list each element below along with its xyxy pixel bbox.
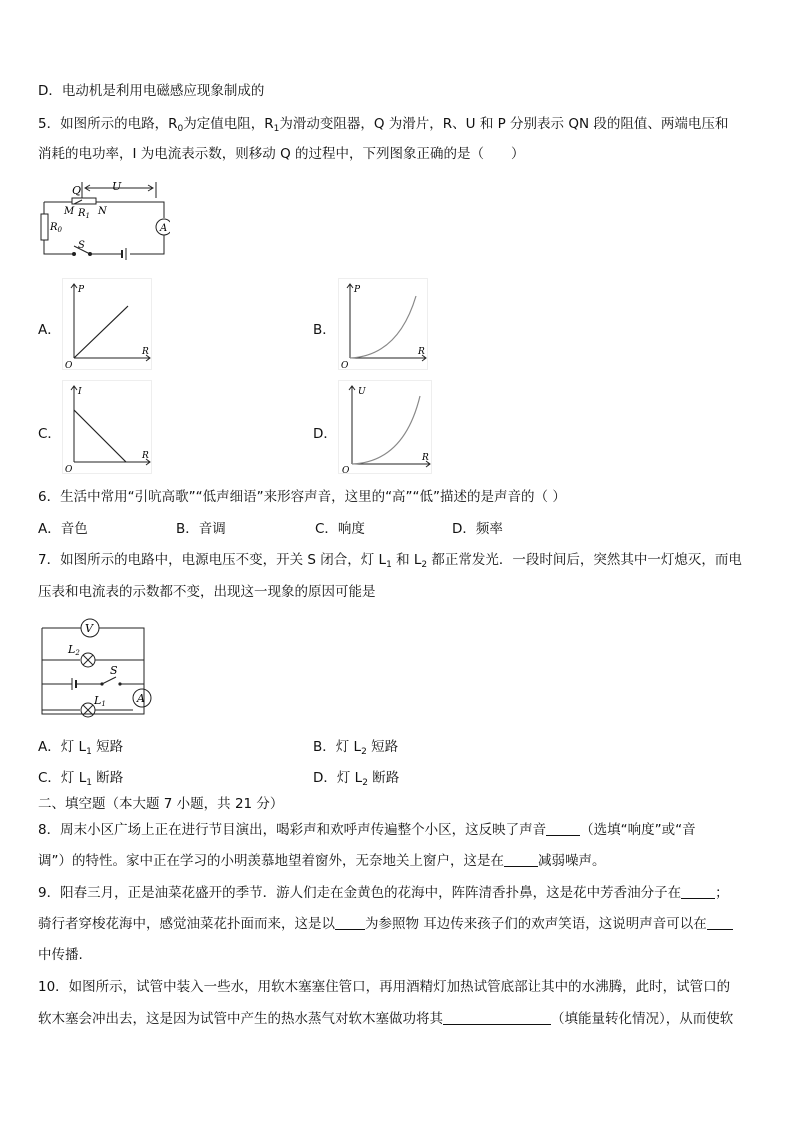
option-text: B．灯 L xyxy=(313,739,362,755)
q5-option-d-graph xyxy=(338,380,432,474)
r1-label xyxy=(77,208,90,220)
q10-line-1: 10．如图所示，试管中装入一些水，用软木塞塞住管口，再用酒精灯加热试管底部让其中的水沸腾，此时，试管口的 xyxy=(38,979,731,995)
l2-label xyxy=(67,643,80,657)
answer-blank[interactable] xyxy=(504,852,538,867)
answer-blank[interactable] xyxy=(707,915,733,930)
q5-option-a-graph xyxy=(62,278,152,370)
subscript: 2 xyxy=(421,560,428,570)
option-text: 断路 xyxy=(91,770,124,786)
r1-subscript: 1 xyxy=(85,212,90,220)
voltmeter-label: V xyxy=(85,622,93,635)
subscript: 1 xyxy=(86,778,92,788)
q7-stem-part: 7．如图所示的电路中，电源电压不变，开关 S 闭合，灯 L xyxy=(38,552,387,568)
subscript: 1 xyxy=(386,560,392,570)
l2-letter: L xyxy=(68,643,76,656)
switch-label: S xyxy=(110,664,118,677)
q9-text: 骑行者穿梭花海中，感觉油菜花扑面而来，这是以 xyxy=(38,916,335,932)
y-axis-label: U xyxy=(358,387,366,397)
origin-label: O xyxy=(341,361,349,370)
q7-option-a xyxy=(38,738,123,756)
q7-option-d xyxy=(313,769,399,787)
q6-option-a: A．音色 xyxy=(38,521,88,537)
q7-option-b xyxy=(313,738,398,756)
l2-subscript: 2 xyxy=(75,649,80,657)
q4-option-d: D．电动机是利用电磁感应现象制成的 xyxy=(38,83,265,99)
x-axis-label: R xyxy=(422,453,429,463)
q7-stem-part: 都正常发光．一段时间后，突然其中一灯熄灭，而电 xyxy=(427,552,742,568)
option-text: 短路 xyxy=(91,739,124,755)
subscript: 1 xyxy=(86,747,92,757)
answer-blank[interactable] xyxy=(443,1010,551,1025)
q5-stem-line-1 xyxy=(38,115,728,133)
q9-text: 9．阳春三月，正是油菜花盛开的季节．游人们走在金黄色的花海中，阵阵清香扑鼻，这是花中芳香油分子在 xyxy=(38,885,682,901)
q5-option-c-label: C． xyxy=(38,426,61,442)
q7-circuit-diagram xyxy=(38,616,158,722)
q6-option-b: B．音调 xyxy=(176,521,226,537)
q5-stem-line-2: 消耗的电功率，I 为电流表示数，则移动 Q 的过程中，下列图象正确的是（ ） xyxy=(38,146,525,162)
q5-stem-part: 为定值电阻，R xyxy=(183,116,274,132)
answer-blank[interactable] xyxy=(335,915,365,930)
x-axis-label: R xyxy=(418,347,425,357)
q5-stem-part: 5．如图所示的电路，R xyxy=(38,116,178,132)
m-label: M xyxy=(64,206,75,217)
origin-label: O xyxy=(65,465,73,474)
subscript: 1 xyxy=(273,124,280,134)
q9-line-1 xyxy=(38,884,729,902)
n-label: N xyxy=(98,206,107,217)
switch-label: S xyxy=(78,240,85,251)
y-axis-label: P xyxy=(354,285,361,295)
q10-text: 软木塞会冲出去，这是因为试管中产生的热水蒸气对软木塞做功将其 xyxy=(38,1011,443,1027)
q8-text: （选填“响度”或“音 xyxy=(580,822,696,838)
q-label: Q xyxy=(72,184,82,197)
subscript: 2 xyxy=(361,747,367,757)
l1-letter: L xyxy=(94,694,102,707)
option-text: A．灯 L xyxy=(38,739,87,755)
section-2-title: 二、填空题（本大题 7 小题，共 21 分） xyxy=(38,796,284,812)
answer-blank[interactable] xyxy=(681,884,715,899)
q8-text: 调”）的特性。家中正在学习的小明羡慕地望着窗外，无奈地关上窗户，这是在 xyxy=(38,853,504,869)
q5-option-b-graph xyxy=(338,278,428,370)
q6-stem: 6．生活中常用“引吭高歌”“低声细语”来形容声音，这里的“高”“低”描述的是声音的（ ） xyxy=(38,489,566,505)
l1-subscript: 1 xyxy=(101,700,106,708)
subscript: 0 xyxy=(177,124,184,134)
q7-option-c xyxy=(38,769,123,787)
l1-label xyxy=(93,694,106,708)
ammeter-label: A xyxy=(137,692,145,705)
r1-letter: R xyxy=(78,208,86,219)
r0-subscript: 0 xyxy=(57,226,62,234)
q7-stem-line-2: 压表和电流表的示数都不变，出现这一现象的原因可能是 xyxy=(38,584,376,600)
answer-blank[interactable] xyxy=(546,821,580,836)
q10-text: （填能量转化情况），从而使软 xyxy=(551,1011,734,1027)
option-text: D．灯 L xyxy=(313,770,363,786)
q7-stem-part: 和 L xyxy=(391,552,422,568)
u-label: U xyxy=(112,180,122,193)
q7-stem-line-1 xyxy=(38,551,742,569)
q8-line-2 xyxy=(38,852,606,870)
q8-text: 8．周末小区广场上正在进行节目演出，喝彩声和欢呼声传遍整个小区，这反映了声音 xyxy=(38,822,547,838)
ammeter-label: A xyxy=(160,223,168,234)
q5-option-c-graph xyxy=(62,380,152,474)
q8-line-1 xyxy=(38,821,696,839)
q8-text: 减弱噪声。 xyxy=(538,853,606,869)
q10-line-2 xyxy=(38,1010,733,1028)
option-text: 短路 xyxy=(366,739,399,755)
q6-option-c: C．响度 xyxy=(315,521,365,537)
origin-label: O xyxy=(65,361,73,370)
q9-line-3: 中传播. xyxy=(38,947,83,963)
y-axis-label: P xyxy=(78,285,85,295)
q5-stem-part: 为滑动变阻器，Q 为滑片，R、U 和 P 分别表示 QN 段的阻值、两端电压和 xyxy=(279,116,729,132)
subscript: 2 xyxy=(362,778,368,788)
q9-line-2 xyxy=(38,915,733,933)
q5-circuit-diagram xyxy=(38,178,170,268)
option-text: C．灯 L xyxy=(38,770,87,786)
option-text: 断路 xyxy=(367,770,400,786)
q6-option-d: D．频率 xyxy=(452,521,503,537)
y-axis-label: I xyxy=(78,387,82,397)
origin-label: O xyxy=(342,466,350,474)
r0-letter: R xyxy=(50,222,58,233)
x-axis-label: R xyxy=(142,451,149,461)
q5-option-d-label: D． xyxy=(313,426,337,442)
q5-option-b-label: B． xyxy=(313,322,336,338)
q5-option-a-label: A． xyxy=(38,322,61,338)
x-axis-label: R xyxy=(142,347,149,357)
q9-text: ； xyxy=(715,885,729,901)
q9-text: 为参照物 耳边传来孩子们的欢声笑语，这说明声音可以在 xyxy=(365,916,707,932)
r0-label xyxy=(49,222,63,234)
